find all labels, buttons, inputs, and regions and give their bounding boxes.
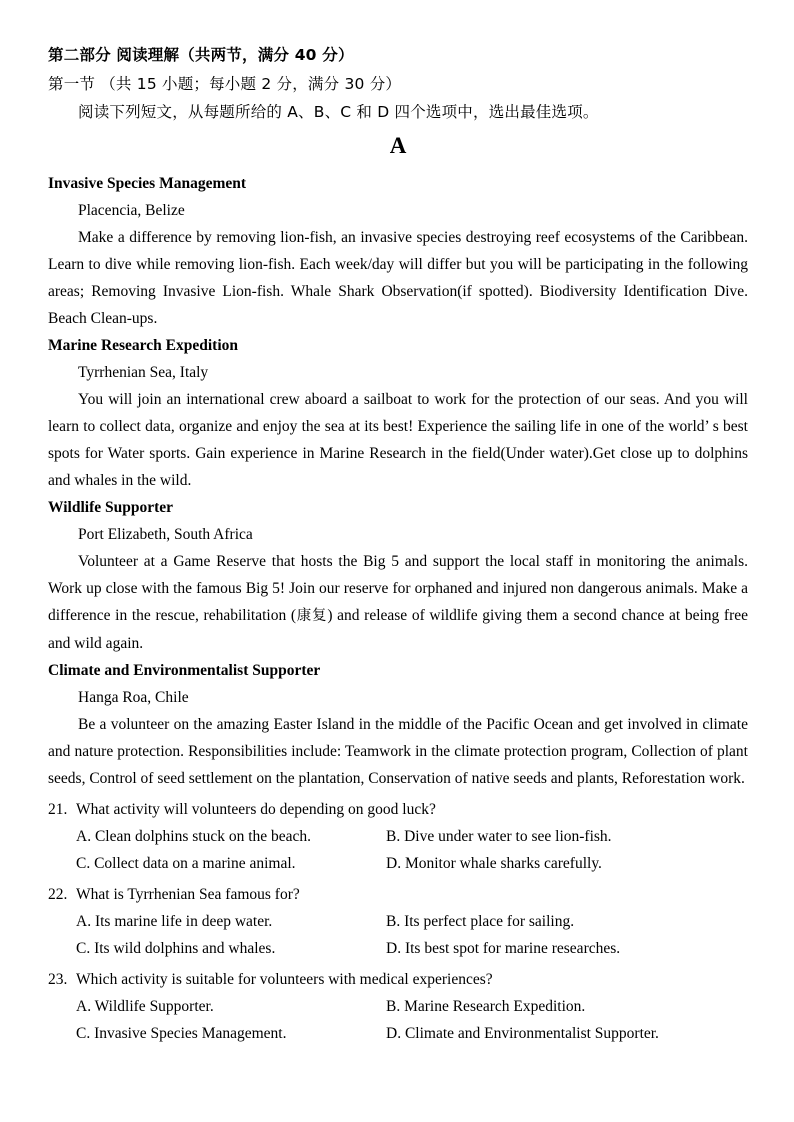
- question-options: [48, 823, 748, 877]
- question-number: 22.: [48, 885, 68, 903]
- option-row: [48, 850, 748, 877]
- question-stem: [48, 881, 748, 908]
- program-location: Tyrrhenian Sea, Italy: [78, 363, 209, 381]
- program-title: Invasive Species Management: [48, 174, 247, 192]
- program-title: Wildlife Supporter: [48, 498, 174, 516]
- option-d[interactable]: D. Its best spot for marine researches.: [386, 939, 621, 957]
- program-description: Be a volunteer on the amazing Easter Island in the middle of the Pacific Ocean and get involved in climate and nature protection. Responsibilities include: Teamwork in the climate protection program, Collection of plant seeds, Control of seed settlement on the plantation, Conservation of native seeds and plants, Reforestation work.: [48, 715, 748, 787]
- question-text: What is Tyrrhenian Sea famous for?: [76, 885, 300, 903]
- program-description: [48, 548, 748, 657]
- option-d[interactable]: D. Monitor whale sharks carefully.: [386, 854, 602, 872]
- section-instruction: 阅读下列短文，从每题所给的 A、B、C 和 D 四个选项中，选出最佳选项。: [78, 103, 599, 121]
- program-entry-wildlife-supporter: [48, 494, 748, 657]
- question-number: 21.: [48, 800, 68, 818]
- question-options: [48, 908, 748, 962]
- question-22: [48, 881, 748, 962]
- question-text: Which activity is suitable for volunteers with medical experiences?: [76, 970, 493, 988]
- question-text: What activity will volunteers do depending on good luck?: [76, 800, 436, 818]
- program-description: Make a difference by removing lion-fish, an invasive species destroying reef ecosystems of the Caribbean. Learn to dive while removing lion-fish. Each week/day will differ but you will be participating in the following areas; Removing Invasive Lion-fish. Whale Shark Observation(if spotted). Biodiversity Identification Dive. Beach Clean-ups.: [48, 228, 748, 327]
- program-description: You will join an international crew aboard a sailboat to work for the protection of our seas. And you will learn to collect data, organize and enjoy the sea at its best! Experience the sailing life in one of the world’ s best spots for Water sports. Gain experience in Marine Research in the field(Under water).Get close up to dolphins and whales in the wild.: [48, 390, 748, 489]
- option-d[interactable]: D. Climate and Environmentalist Supporter.: [386, 1024, 659, 1042]
- program-title: Climate and Environmentalist Supporter: [48, 661, 321, 679]
- question-stem: [48, 966, 748, 993]
- question-options: [48, 993, 748, 1047]
- program-entry-invasive-species-management: [48, 170, 748, 332]
- program-location: Port Elizabeth, South Africa: [78, 525, 253, 543]
- option-row: [48, 823, 748, 850]
- option-c[interactable]: C. Its wild dolphins and whales.: [76, 939, 276, 957]
- question-21: [48, 796, 748, 877]
- option-row: [48, 935, 748, 962]
- option-a[interactable]: A. Wildlife Supporter.: [76, 997, 214, 1015]
- option-c[interactable]: C. Collect data on a marine animal.: [76, 854, 296, 872]
- option-b[interactable]: B. Marine Research Expedition.: [386, 997, 586, 1015]
- option-b[interactable]: B. Its perfect place for sailing.: [386, 912, 575, 930]
- program-description-part2: ) and release of wildlife giving them a second chance at being free and wild again.: [48, 606, 749, 652]
- program-location: Hanga Roa, Chile: [78, 688, 189, 706]
- option-a[interactable]: A. Its marine life in deep water.: [76, 912, 273, 930]
- option-row: [48, 1020, 748, 1047]
- option-b[interactable]: B. Dive under water to see lion-fish.: [386, 827, 612, 845]
- program-description-chinese-gloss: 康复: [296, 607, 328, 624]
- option-a[interactable]: A. Clean dolphins stuck on the beach.: [76, 827, 312, 845]
- option-row: [48, 993, 748, 1020]
- option-row: [48, 908, 748, 935]
- question-stem: [48, 796, 748, 823]
- option-c[interactable]: C. Invasive Species Management.: [76, 1024, 287, 1042]
- program-description-part1: Volunteer at a Game Reserve that hosts the Big 5 and support the local staff in monitoring the animals. Work up close with the famous Big 5! Join our reserve for orphaned and injured non dangerous animals. Make a difference in the rescue, rehabilitation (: [48, 552, 748, 624]
- program-entry-climate-and-environmentalist-supporter: [48, 657, 748, 792]
- question-number: 23.: [48, 970, 68, 988]
- part-heading: 第二部分 阅读理解（共两节，满分 40 分）: [48, 46, 354, 64]
- question-23: [48, 966, 748, 1047]
- program-entry-marine-research-expedition: [48, 332, 748, 494]
- program-location: Placencia, Belize: [78, 201, 185, 219]
- passage-letter: A: [389, 132, 407, 158]
- program-title: Marine Research Expedition: [48, 336, 239, 354]
- section-heading: 第一节 （共 15 小题；每小题 2 分，满分 30 分）: [48, 74, 402, 93]
